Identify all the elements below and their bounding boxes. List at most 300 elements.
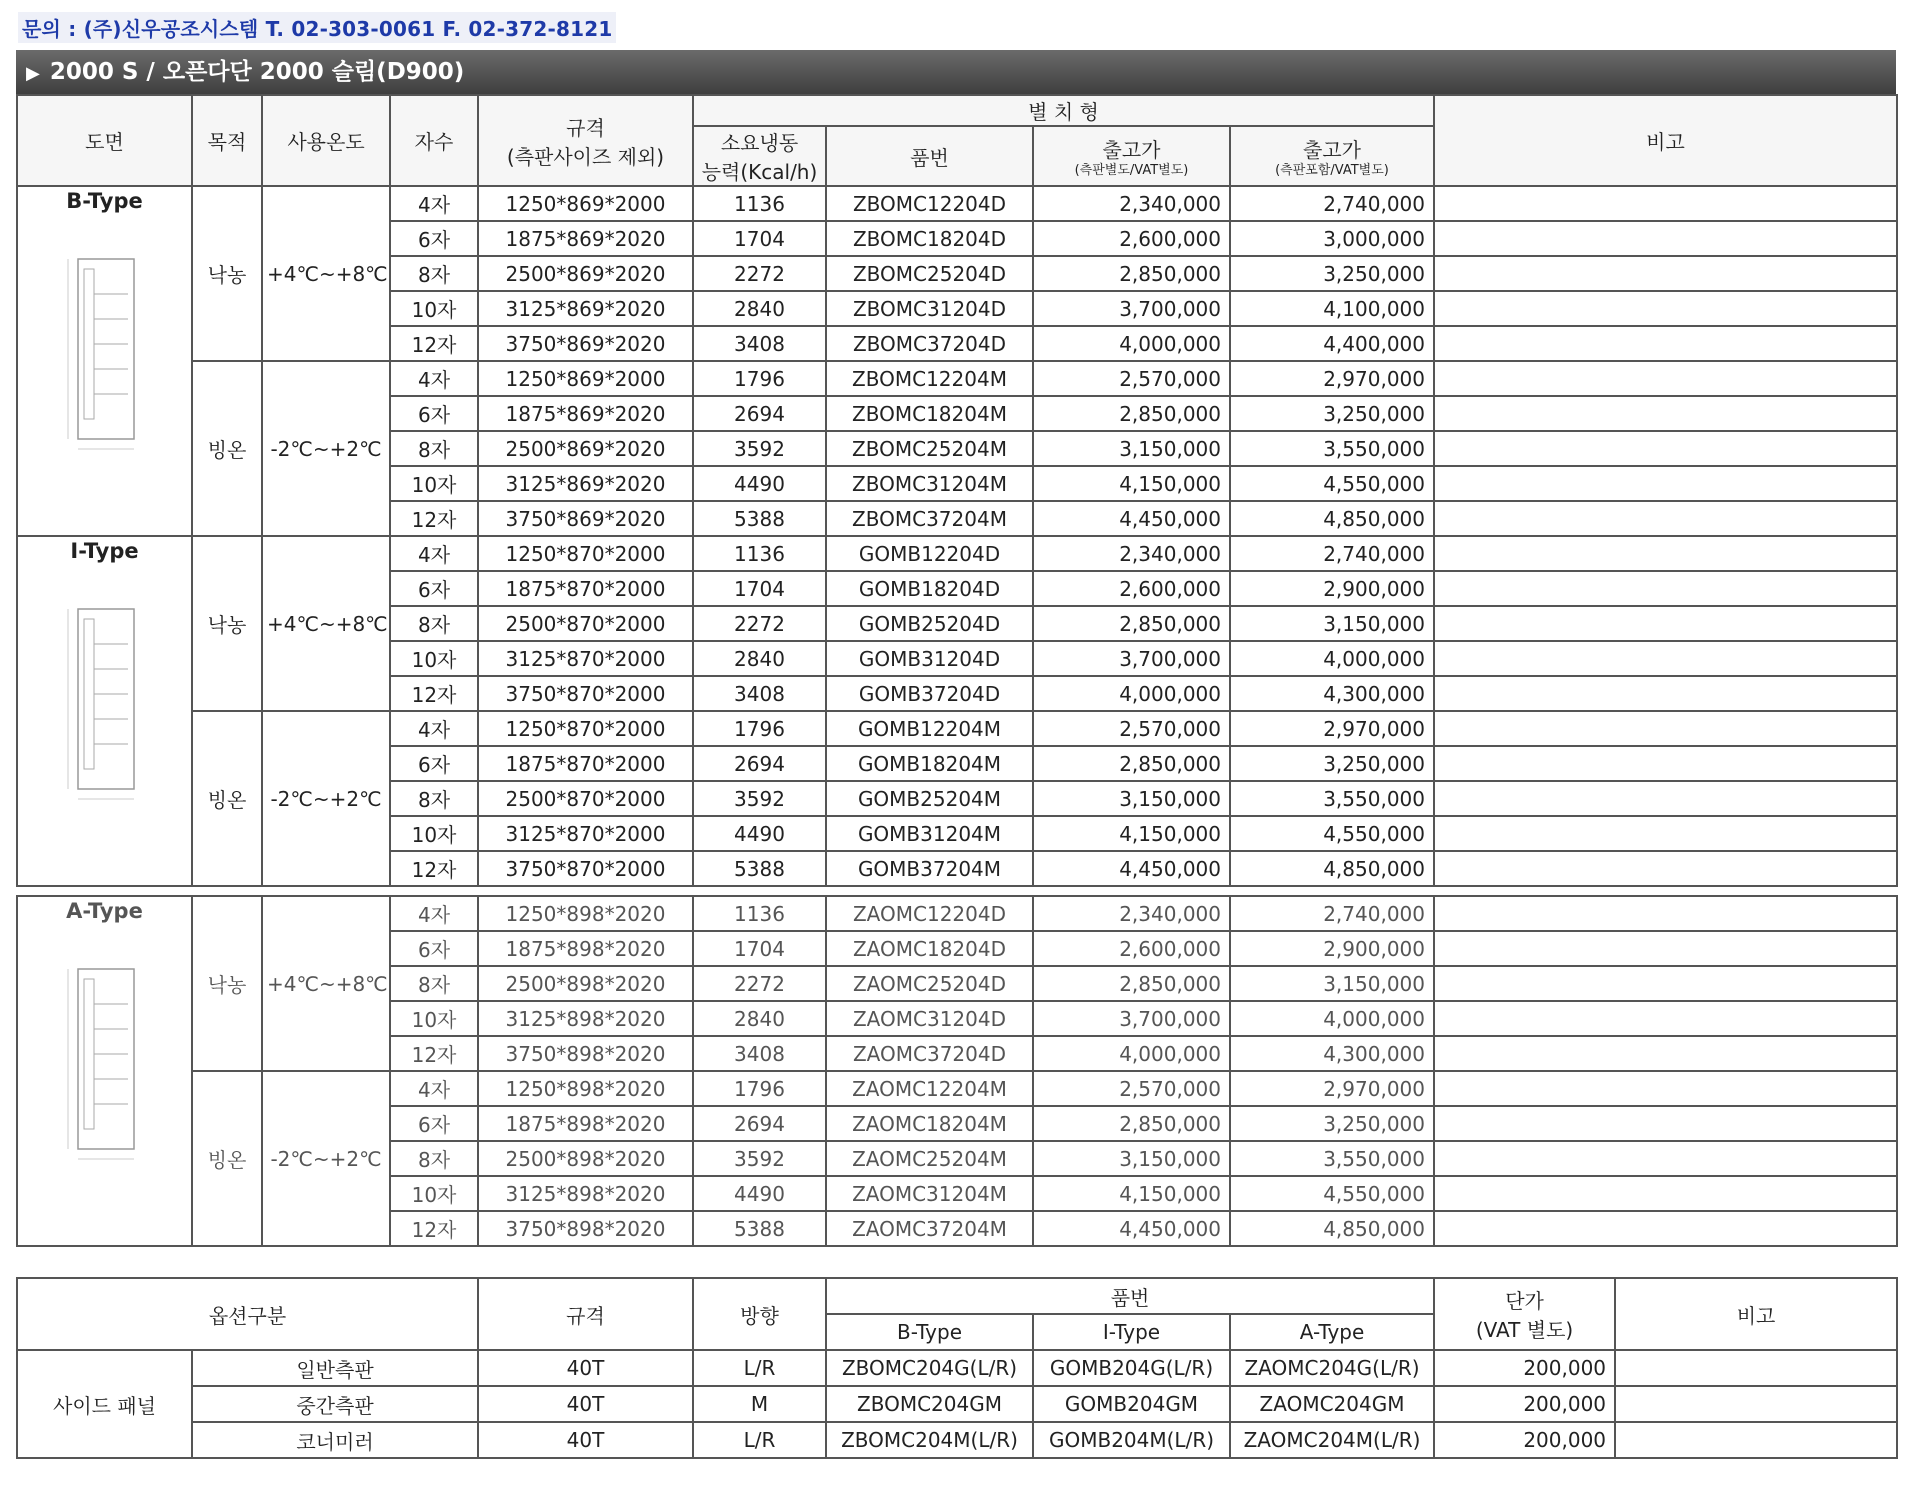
price2-cell: 2,740,000 [1230,896,1434,931]
opt-part-i: GOMB204M(L/R) [1033,1422,1230,1458]
price2-cell: 2,740,000 [1230,186,1434,221]
temp-cell: +4℃~+8℃ [262,186,390,361]
capacity-cell: 4490 [693,466,826,501]
part-cell: ZAOMC31204D [826,1001,1033,1036]
note-cell [1434,1141,1897,1176]
part-cell: ZBOMC31204M [826,466,1033,501]
size-cell: 12자 [390,326,478,361]
price1-cell: 2,570,000 [1033,361,1230,396]
section-title-bar [16,50,1896,94]
size-cell: 10자 [390,816,478,851]
price2-cell: 3,550,000 [1230,1141,1434,1176]
spec-cell: 2500*869*2020 [478,431,693,466]
note-cell [1434,186,1897,221]
opt-part-a: ZAOMC204GM [1230,1386,1434,1422]
opt-header-price-1: 단가 [1505,1289,1544,1313]
spec-cell: 3750*870*2000 [478,851,693,886]
price1-cell: 3,150,000 [1033,781,1230,816]
col-header-drawing: 도면 [17,95,192,186]
price2-cell: 4,400,000 [1230,326,1434,361]
note-cell [1434,221,1897,256]
opt-part-b: ZBOMC204GM [826,1386,1033,1422]
opt-spec: 40T [478,1386,693,1422]
capacity-cell: 3592 [693,1141,826,1176]
price2-cell: 3,000,000 [1230,221,1434,256]
note-cell [1434,256,1897,291]
spec-cell: 3750*869*2020 [478,501,693,536]
opt-part-b: ZBOMC204G(L/R) [826,1350,1033,1386]
capacity-cell: 5388 [693,1211,826,1246]
col-header-temp: 사용온도 [262,95,390,186]
part-cell: ZBOMC37204D [826,326,1033,361]
capacity-cell: 3592 [693,431,826,466]
price2-cell: 3,550,000 [1230,781,1434,816]
table-row [17,896,1897,931]
price2-cell: 4,000,000 [1230,641,1434,676]
part-cell: ZBOMC12204M [826,361,1033,396]
price2-cell: 4,550,000 [1230,466,1434,501]
size-cell: 12자 [390,676,478,711]
section-gap [17,886,1897,896]
capacity-cell: 1796 [693,711,826,746]
spec-cell: 1875*898*2020 [478,1106,693,1141]
opt-part-a: ZAOMC204M(L/R) [1230,1422,1434,1458]
spec-cell: 2500*870*2000 [478,606,693,641]
part-cell: GOMB25204M [826,781,1033,816]
purpose-cell: 빙온 [192,711,262,886]
section-gap-cell [17,886,1897,896]
price2-cell: 3,150,000 [1230,966,1434,1001]
capacity-cell: 2694 [693,746,826,781]
note-cell [1434,1176,1897,1211]
opt-header-note: 비고 [1615,1278,1897,1350]
col-header-group: 별 치 형 [693,95,1434,126]
capacity-cell: 1704 [693,221,826,256]
price1-cell: 2,850,000 [1033,606,1230,641]
col-header-price1 [1033,126,1230,186]
opt-part-b: ZBOMC204M(L/R) [826,1422,1033,1458]
col-header-capacity [693,126,826,186]
option-table-grid [16,1277,1898,1459]
spec-cell: 2500*869*2020 [478,256,693,291]
note-cell [1434,896,1897,931]
size-cell: 4자 [390,536,478,571]
capacity-cell: 2840 [693,641,826,676]
capacity-cell: 3408 [693,326,826,361]
part-cell: ZAOMC25204M [826,1141,1033,1176]
capacity-cell: 3408 [693,1036,826,1071]
spec-cell: 1250*869*2000 [478,361,693,396]
size-cell: 4자 [390,361,478,396]
note-cell [1434,326,1897,361]
price1-cell: 4,150,000 [1033,466,1230,501]
note-cell [1434,501,1897,536]
col-header-spec [478,95,693,186]
size-cell: 8자 [390,256,478,291]
product-drawing-icon [22,949,187,1169]
col-header-price2-sub: (측판포함/VAT별도) [1275,162,1389,178]
part-cell: ZBOMC25204D [826,256,1033,291]
part-cell: ZBOMC18204D [826,221,1033,256]
opt-part-a: ZAOMC204G(L/R) [1230,1350,1434,1386]
size-cell: 4자 [390,896,478,931]
col-header-part: 품번 [826,126,1033,186]
temp-cell: +4℃~+8℃ [262,896,390,1071]
part-cell: ZAOMC37204M [826,1211,1033,1246]
opt-price: 200,000 [1434,1386,1615,1422]
col-header-price2-label: 출고가 [1303,137,1361,162]
price1-cell: 3,700,000 [1033,291,1230,326]
part-cell: GOMB31204D [826,641,1033,676]
capacity-cell: 2272 [693,256,826,291]
price1-cell: 2,340,000 [1033,186,1230,221]
price1-cell: 4,150,000 [1033,816,1230,851]
spec-cell: 3750*898*2020 [478,1211,693,1246]
price2-cell: 4,300,000 [1230,676,1434,711]
spec-cell: 3125*869*2020 [478,291,693,326]
col-header-size: 자수 [390,95,478,186]
contact-info: 문의 : (주)신우공조시스템 T. 02-303-0061 F. 02-372-8121 [18,12,616,43]
note-cell [1434,931,1897,966]
price1-cell: 2,570,000 [1033,1071,1230,1106]
size-cell: 8자 [390,781,478,816]
note-cell [1434,1071,1897,1106]
capacity-cell: 1704 [693,931,826,966]
part-cell: ZAOMC31204M [826,1176,1033,1211]
table-row [17,361,1897,396]
type-name: A-Type [66,899,143,923]
capacity-cell: 2694 [693,396,826,431]
col-header-price1-label: 출고가 [1102,137,1161,162]
option-table [16,1277,1896,1459]
capacity-cell: 2694 [693,1106,826,1141]
price1-cell: 2,850,000 [1033,1106,1230,1141]
spec-cell: 2500*898*2020 [478,1141,693,1176]
drawing-cell [17,536,192,886]
drawing-cell [17,896,192,1246]
price1-cell: 3,150,000 [1033,1141,1230,1176]
col-header-spec-sub: (측판사이즈 제외) [506,144,665,169]
price2-cell: 3,550,000 [1230,431,1434,466]
price1-cell: 2,600,000 [1033,571,1230,606]
price2-cell: 4,850,000 [1230,501,1434,536]
note-cell [1434,431,1897,466]
note-cell [1434,571,1897,606]
purpose-cell: 빙온 [192,1071,262,1246]
note-cell [1434,851,1897,886]
purpose-cell: 낙농 [192,186,262,361]
part-cell: ZAOMC12204M [826,1071,1033,1106]
note-cell [1434,746,1897,781]
col-header-capacity-2: 능력(Kcal/h) [701,160,818,184]
size-cell: 10자 [390,1176,478,1211]
price-table-grid [16,94,1898,1247]
part-cell: GOMB18204M [826,746,1033,781]
price2-cell: 2,970,000 [1230,711,1434,746]
price1-cell: 3,700,000 [1033,641,1230,676]
note-cell [1434,291,1897,326]
product-drawing-icon [22,589,187,809]
opt-header-a: A-Type [1230,1314,1434,1350]
part-cell: GOMB12204D [826,536,1033,571]
temp-cell: -2℃~+2℃ [262,1071,390,1246]
spec-cell: 3125*898*2020 [478,1001,693,1036]
note-cell [1434,966,1897,1001]
spec-cell: 1875*870*2000 [478,746,693,781]
spec-cell: 1875*870*2000 [478,571,693,606]
capacity-cell: 1704 [693,571,826,606]
part-cell: ZAOMC18204M [826,1106,1033,1141]
capacity-cell: 3592 [693,781,826,816]
note-cell [1434,711,1897,746]
price-table [16,94,1896,1247]
capacity-cell: 1796 [693,361,826,396]
opt-spec: 40T [478,1422,693,1458]
spec-cell: 3750*870*2000 [478,676,693,711]
capacity-cell: 2272 [693,606,826,641]
size-cell: 10자 [390,466,478,501]
price2-cell: 4,550,000 [1230,1176,1434,1211]
size-cell: 4자 [390,711,478,746]
table-row [17,1071,1897,1106]
purpose-cell: 빙온 [192,361,262,536]
part-cell: ZAOMC37204D [826,1036,1033,1071]
spec-cell: 3125*870*2000 [478,641,693,676]
capacity-cell: 5388 [693,501,826,536]
col-header-spec-label: 규격 [566,115,605,140]
drawing-cell [17,186,192,536]
capacity-cell: 4490 [693,1176,826,1211]
temp-cell: -2℃~+2℃ [262,361,390,536]
opt-note [1615,1386,1897,1422]
note-cell [1434,466,1897,501]
opt-header-price-2: (VAT 별도) [1475,1318,1574,1342]
price1-cell: 2,850,000 [1033,746,1230,781]
price1-cell: 3,150,000 [1033,431,1230,466]
spec-cell: 3750*869*2020 [478,326,693,361]
triangle-bullet-icon: ▶ [26,63,40,84]
temp-cell: -2℃~+2℃ [262,711,390,886]
part-cell: ZAOMC18204D [826,931,1033,966]
type-name: B-Type [66,189,143,213]
spec-cell: 3125*869*2020 [478,466,693,501]
price2-cell: 2,900,000 [1230,931,1434,966]
price1-cell: 4,000,000 [1033,326,1230,361]
opt-header-category: 옵션구분 [17,1278,478,1350]
opt-header-dir: 방향 [693,1278,826,1350]
part-cell: ZAOMC12204D [826,896,1033,931]
size-cell: 10자 [390,641,478,676]
price2-cell: 3,250,000 [1230,746,1434,781]
spec-cell: 1250*869*2000 [478,186,693,221]
price1-cell: 3,700,000 [1033,1001,1230,1036]
capacity-cell: 1796 [693,1071,826,1106]
size-cell: 6자 [390,931,478,966]
opt-name: 일반측판 [192,1350,478,1386]
col-header-price1-sub: (측판별도/VAT별도) [1074,162,1189,178]
price1-cell: 4,450,000 [1033,1211,1230,1246]
capacity-cell: 2272 [693,966,826,1001]
part-cell: ZAOMC25204D [826,966,1033,1001]
price1-cell: 2,850,000 [1033,256,1230,291]
part-cell: ZBOMC31204D [826,291,1033,326]
opt-dir: M [693,1386,826,1422]
spec-cell: 1250*870*2000 [478,536,693,571]
note-cell [1434,1106,1897,1141]
spec-cell: 1875*869*2020 [478,221,693,256]
capacity-cell: 2840 [693,1001,826,1036]
col-header-capacity-1: 소요냉동 [720,131,799,155]
price2-cell: 4,300,000 [1230,1036,1434,1071]
size-cell: 8자 [390,1141,478,1176]
size-cell: 6자 [390,1106,478,1141]
opt-header-part: 품번 [826,1278,1434,1314]
price2-cell: 4,100,000 [1230,291,1434,326]
table-row [17,711,1897,746]
opt-group: 사이드 패널 [17,1350,192,1458]
size-cell: 6자 [390,396,478,431]
price1-cell: 4,000,000 [1033,1036,1230,1071]
price2-cell: 3,150,000 [1230,606,1434,641]
price1-cell: 2,850,000 [1033,396,1230,431]
opt-note [1615,1350,1897,1386]
price2-cell: 2,970,000 [1230,361,1434,396]
note-cell [1434,396,1897,431]
product-drawing-icon [22,239,187,459]
price2-cell: 2,900,000 [1230,571,1434,606]
spec-cell: 2500*898*2020 [478,966,693,1001]
price1-cell: 4,000,000 [1033,676,1230,711]
price2-cell: 4,550,000 [1230,816,1434,851]
col-header-purpose: 목적 [192,95,262,186]
price2-cell: 2,740,000 [1230,536,1434,571]
purpose-cell: 낙농 [192,896,262,1071]
spec-cell: 3125*870*2000 [478,816,693,851]
note-cell [1434,606,1897,641]
section-title: 2000 S / 오픈다단 2000 슬림(D900) [49,59,465,85]
price2-cell: 4,000,000 [1230,1001,1434,1036]
spec-cell: 3125*898*2020 [478,1176,693,1211]
note-cell [1434,361,1897,396]
price1-cell: 2,600,000 [1033,221,1230,256]
part-cell: ZBOMC18204M [826,396,1033,431]
price1-cell: 2,340,000 [1033,896,1230,931]
opt-part-i: GOMB204G(L/R) [1033,1350,1230,1386]
part-cell: GOMB25204D [826,606,1033,641]
opt-price: 200,000 [1434,1350,1615,1386]
size-cell: 8자 [390,606,478,641]
part-cell: GOMB18204D [826,571,1033,606]
spec-cell: 1875*898*2020 [478,931,693,966]
opt-dir: L/R [693,1350,826,1386]
col-header-price2 [1230,126,1434,186]
spec-cell: 1250*898*2020 [478,896,693,931]
part-cell: ZBOMC25204M [826,431,1033,466]
note-cell [1434,1211,1897,1246]
spec-cell: 1250*898*2020 [478,1071,693,1106]
part-cell: GOMB37204D [826,676,1033,711]
size-cell: 10자 [390,1001,478,1036]
table-row [17,186,1897,221]
price2-cell: 4,850,000 [1230,851,1434,886]
spec-cell: 2500*870*2000 [478,781,693,816]
table-row [17,536,1897,571]
price-table-body [17,186,1897,1246]
capacity-cell: 3408 [693,676,826,711]
type-name: I-Type [70,539,139,563]
note-cell [1434,781,1897,816]
capacity-cell: 1136 [693,536,826,571]
price1-cell: 4,450,000 [1033,851,1230,886]
price1-cell: 4,450,000 [1033,501,1230,536]
price1-cell: 2,340,000 [1033,536,1230,571]
price1-cell: 2,600,000 [1033,931,1230,966]
price2-cell: 3,250,000 [1230,256,1434,291]
size-cell: 4자 [390,186,478,221]
size-cell: 6자 [390,221,478,256]
size-cell: 12자 [390,501,478,536]
size-cell: 6자 [390,746,478,781]
price2-cell: 3,250,000 [1230,1106,1434,1141]
spec-cell: 1250*870*2000 [478,711,693,746]
price2-cell: 2,970,000 [1230,1071,1434,1106]
part-cell: ZBOMC12204D [826,186,1033,221]
size-cell: 12자 [390,1211,478,1246]
col-header-note: 비고 [1434,95,1897,186]
size-cell: 12자 [390,851,478,886]
purpose-cell: 낙농 [192,536,262,711]
capacity-cell: 1136 [693,896,826,931]
capacity-cell: 5388 [693,851,826,886]
size-cell: 8자 [390,431,478,466]
capacity-cell: 2840 [693,291,826,326]
part-cell: GOMB31204M [826,816,1033,851]
opt-price: 200,000 [1434,1422,1615,1458]
size-cell: 10자 [390,291,478,326]
note-cell [1434,536,1897,571]
capacity-cell: 1136 [693,186,826,221]
size-cell: 12자 [390,1036,478,1071]
part-cell: GOMB12204M [826,711,1033,746]
opt-header-i: I-Type [1033,1314,1230,1350]
opt-name: 중간측판 [192,1386,478,1422]
opt-header-spec: 규격 [478,1278,693,1350]
note-cell [1434,1001,1897,1036]
opt-note [1615,1422,1897,1458]
opt-spec: 40T [478,1350,693,1386]
size-cell: 6자 [390,571,478,606]
opt-dir: L/R [693,1422,826,1458]
temp-cell: +4℃~+8℃ [262,536,390,711]
opt-name: 코너미러 [192,1422,478,1458]
part-cell: GOMB37204M [826,851,1033,886]
note-cell [1434,1036,1897,1071]
size-cell: 4자 [390,1071,478,1106]
opt-part-i: GOMB204GM [1033,1386,1230,1422]
note-cell [1434,676,1897,711]
spec-cell: 3750*898*2020 [478,1036,693,1071]
spec-cell: 1875*869*2020 [478,396,693,431]
opt-header-price [1434,1278,1615,1350]
price2-cell: 4,850,000 [1230,1211,1434,1246]
size-cell: 8자 [390,966,478,1001]
note-cell [1434,641,1897,676]
part-cell: ZBOMC37204M [826,501,1033,536]
note-cell [1434,816,1897,851]
price1-cell: 2,570,000 [1033,711,1230,746]
opt-header-b: B-Type [826,1314,1033,1350]
price2-cell: 3,250,000 [1230,396,1434,431]
